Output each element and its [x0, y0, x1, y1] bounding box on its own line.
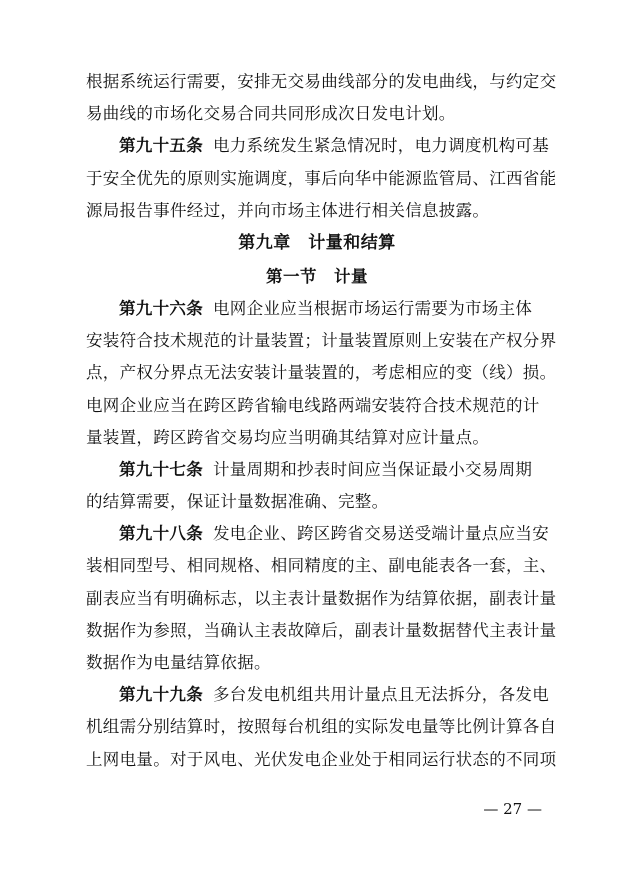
chapter-heading: 第九章 计量和结算	[238, 232, 396, 253]
text-line: 机组需分别结算时，按照每台机组的实际发电量等比例计算各自	[86, 717, 557, 737]
text-line: 易曲线的市场化交易合同共同形成次日发电计划。	[86, 104, 456, 124]
article-title: 第九十六条	[119, 298, 203, 318]
text-line: 计量周期和抄表时间应当保证最小交易周期	[213, 459, 533, 479]
text-line: 源局报告事件经过，并向市场主体进行相关信息披露。	[86, 200, 490, 220]
text-line: 于安全优先的原则实施调度，事后向华中能源监管局、江西省能	[86, 168, 557, 188]
text-line: 电力系统发生紧急情况时，电力调度机构可基	[213, 136, 549, 156]
text-line: 电网企业应当在跨区跨省输电线路两端安装符合技术规范的计	[86, 395, 540, 415]
article-title: 第九十八条	[119, 524, 203, 544]
article-98	[86, 518, 548, 550]
article-title: 第九十五条	[119, 136, 203, 156]
article-title: 第九十七条	[119, 459, 203, 479]
article-title: 第九十九条	[119, 685, 203, 705]
document-page	[86, 66, 557, 776]
article-97	[86, 454, 548, 486]
text-line: 点，产权分界点无法安装计量装置的，考虑相应的变（线）损。	[86, 363, 557, 383]
text-line: 副表应当有明确标志，以主表计量数据作为结算依据，副表计量	[86, 588, 557, 608]
page-number: — 27 —	[483, 800, 542, 818]
text-line: 数据作为参照，当确认主表故障后，副表计量数据替代主表计量	[86, 620, 557, 640]
article-95	[86, 130, 548, 162]
text-line: 根据系统运行需要，安排无交易曲线部分的发电曲线，与约定交	[86, 72, 557, 91]
text-line: 数据作为电量结算依据。	[86, 653, 271, 672]
text-line: 多台发电机组共用计量点且无法拆分，各发电	[213, 685, 549, 705]
section-heading: 第一节 计量	[266, 266, 368, 286]
text-line: 的结算需要，保证计量数据准确、完整。	[86, 492, 389, 512]
text-line: 电网企业应当根据市场运行需要为市场主体	[213, 298, 533, 318]
text-line: 安装符合技术规范的计量装置；计量装置原则上安装在产权分界	[86, 331, 557, 351]
text-line: 发电企业、跨区跨省交易送受端计量点应当安	[213, 524, 549, 544]
text-line: 装相同型号、相同规格、相同精度的主、副电能表各一套，主、	[86, 556, 557, 576]
article-99	[86, 679, 548, 711]
text-line: 量装置，跨区跨省交易均应当明确其结算对应计量点。	[86, 427, 490, 447]
text-line: 上网电量。对于风电、光伏发电企业处于相同运行状态的不同项	[86, 749, 557, 769]
article-96	[86, 293, 548, 325]
